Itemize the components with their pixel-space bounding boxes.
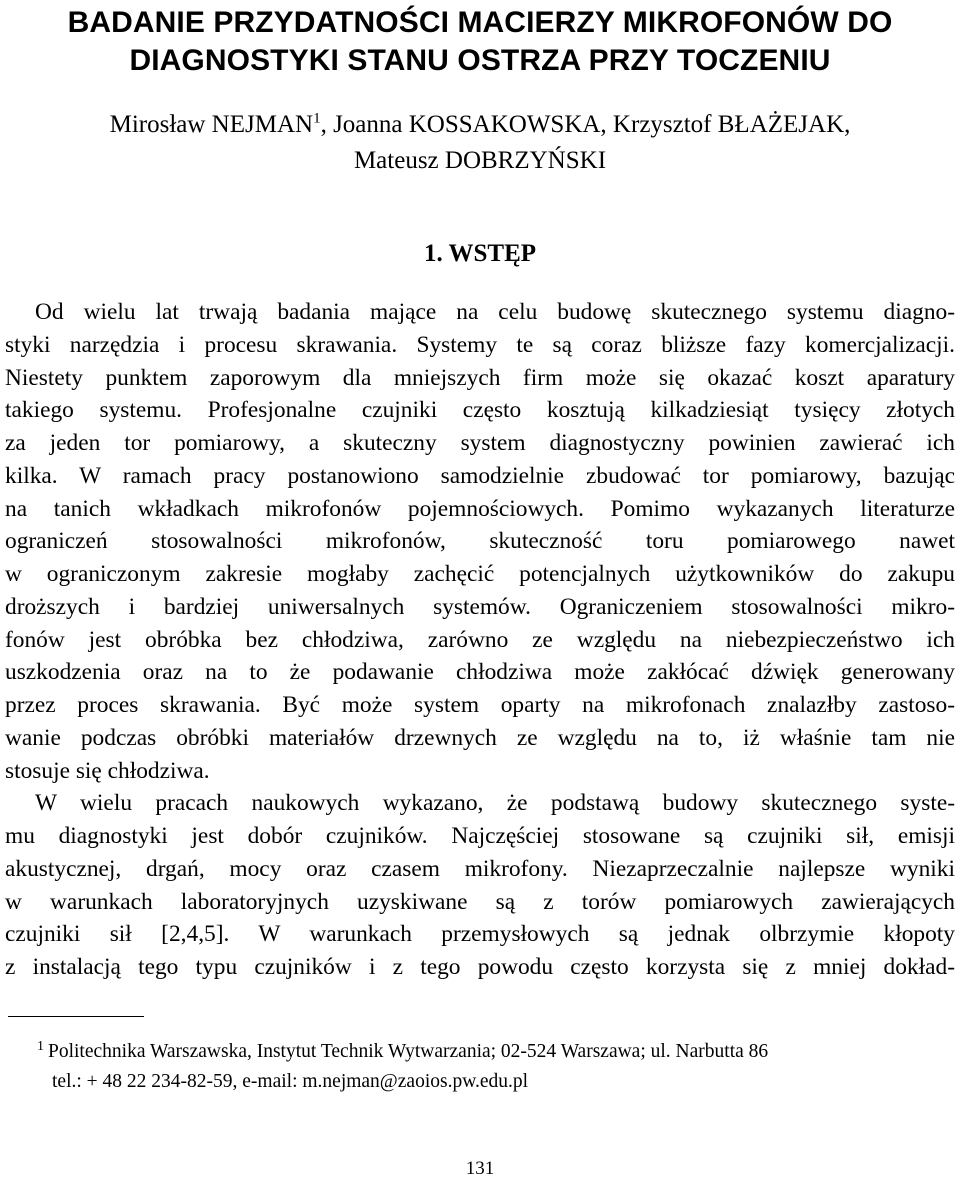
- body-line: w ograniczonym zakresie mogłaby zachęcić potencjalnych użytkowników do zakupu: [5, 561, 955, 587]
- body-line: przez proces skrawania. Być może system oparty na mikrofonach znalazłby zastoso-: [5, 692, 955, 718]
- body-line: kilka. W ramach pracy postanowiono samodzielnie zbudować tor pomiarowy, bazując: [5, 462, 955, 489]
- page-number: 131: [465, 1158, 495, 1179]
- title-line-1: BADANIE PRZYDATNOŚCI MACIERZY MIKROFONÓW DO: [67, 6, 893, 39]
- body-line: czujniki sił [2,4,5]. W warunkach przemysłowych są jednak olbrzymie kłopoty: [5, 921, 955, 948]
- body-text: [5, 296, 955, 984]
- body-line: wanie podczas obróbki materiałów drzewnych ze względu na to, iż właśnie tam nie: [5, 724, 955, 751]
- footnote-affiliation: Politechnika Warszawska, Instytut Technik Wytwarzania; 02-524 Warszawa; ul. Narbutta 86: [48, 1041, 769, 1062]
- section-heading: 1. WSTĘP: [423, 240, 537, 267]
- author-co-authors: , Joanna KOSSAKOWSKA, Krzysztof BŁAŻEJAK,: [320, 111, 851, 138]
- footnote-mark: 1: [37, 1039, 44, 1054]
- body-line: mu diagnostyki jest dobór czujników. Najczęściej stosowane są czujniki sił, emisji: [5, 823, 955, 849]
- body-line: styki narzędzia i procesu skrawania. Systemy te są coraz bliższe fazy komercjalizacji.: [5, 331, 955, 358]
- author-line-1: [0, 107, 960, 143]
- author-line-2: Mateusz DOBRZYŃSKI: [353, 147, 607, 174]
- body-line: W wielu pracach naukowych wykazano, że podstawą budowy skutecznego syste-: [35, 790, 955, 817]
- body-line: w warunkach laboratoryjnych uzyskiwane są z torów pomiarowych zawierających: [5, 888, 955, 915]
- footnote-divider: [8, 1016, 144, 1017]
- body-line: takiego systemu. Profesjonalne czujniki często kosztują kilkadziesiąt tysięcy złotych: [5, 397, 955, 424]
- author-nejman: Mirosław NEJMAN: [109, 111, 314, 138]
- body-line: Niestety punktem zaporowym dla mniejszych firm może się okazać koszt aparatury: [5, 364, 955, 391]
- affiliation-mark: 1: [313, 110, 321, 127]
- title-line-2: DIAGNOSTYKI STANU OSTRZA PRZY TOCZENIU: [129, 44, 831, 77]
- body-line: za jeden tor pomiarowy, a skuteczny system diagnostyczny powinien zawierać ich: [5, 430, 955, 456]
- body-line: stosuje się chłodziwa.: [5, 757, 210, 784]
- body-line: Od wielu lat trwają badania mające na celu budowę skutecznego systemu diagno-: [35, 299, 955, 325]
- body-line: na tanich wkładkach mikrofonów pojemnościowych. Pomimo wykazanych literaturze: [5, 495, 955, 522]
- footnote-line-1: [37, 1032, 937, 1067]
- body-line: droższych i bardziej uniwersalnych systemów. Ograniczeniem stosowalności mikro-: [5, 593, 955, 620]
- footnote: [37, 1032, 937, 1097]
- body-line: akustycznej, drgań, mocy oraz czasem mikrofony. Niezaprzeczalnie najlepsze wyniki: [5, 855, 955, 882]
- paper-title: [0, 4, 960, 80]
- body-line: z instalacją tego typu czujników i z tego powodu często korzysta się z mniej dokład-: [5, 954, 955, 980]
- author-list: [0, 107, 960, 179]
- body-line: uszkodzenia oraz na to że podawanie chłodziwa może zakłócać dźwięk generowany: [5, 659, 955, 686]
- footnote-line-2: tel.: + 48 22 234-82-59, e-mail: m.nejman@zaoios.pw.edu.pl: [52, 1071, 529, 1092]
- body-line: ograniczeń stosowalności mikrofonów, skuteczność toru pomiarowego nawet: [5, 528, 955, 555]
- body-line: fonów jest obróbka bez chłodziwa, zarówno ze względu na niebezpieczeństwo ich: [5, 626, 955, 653]
